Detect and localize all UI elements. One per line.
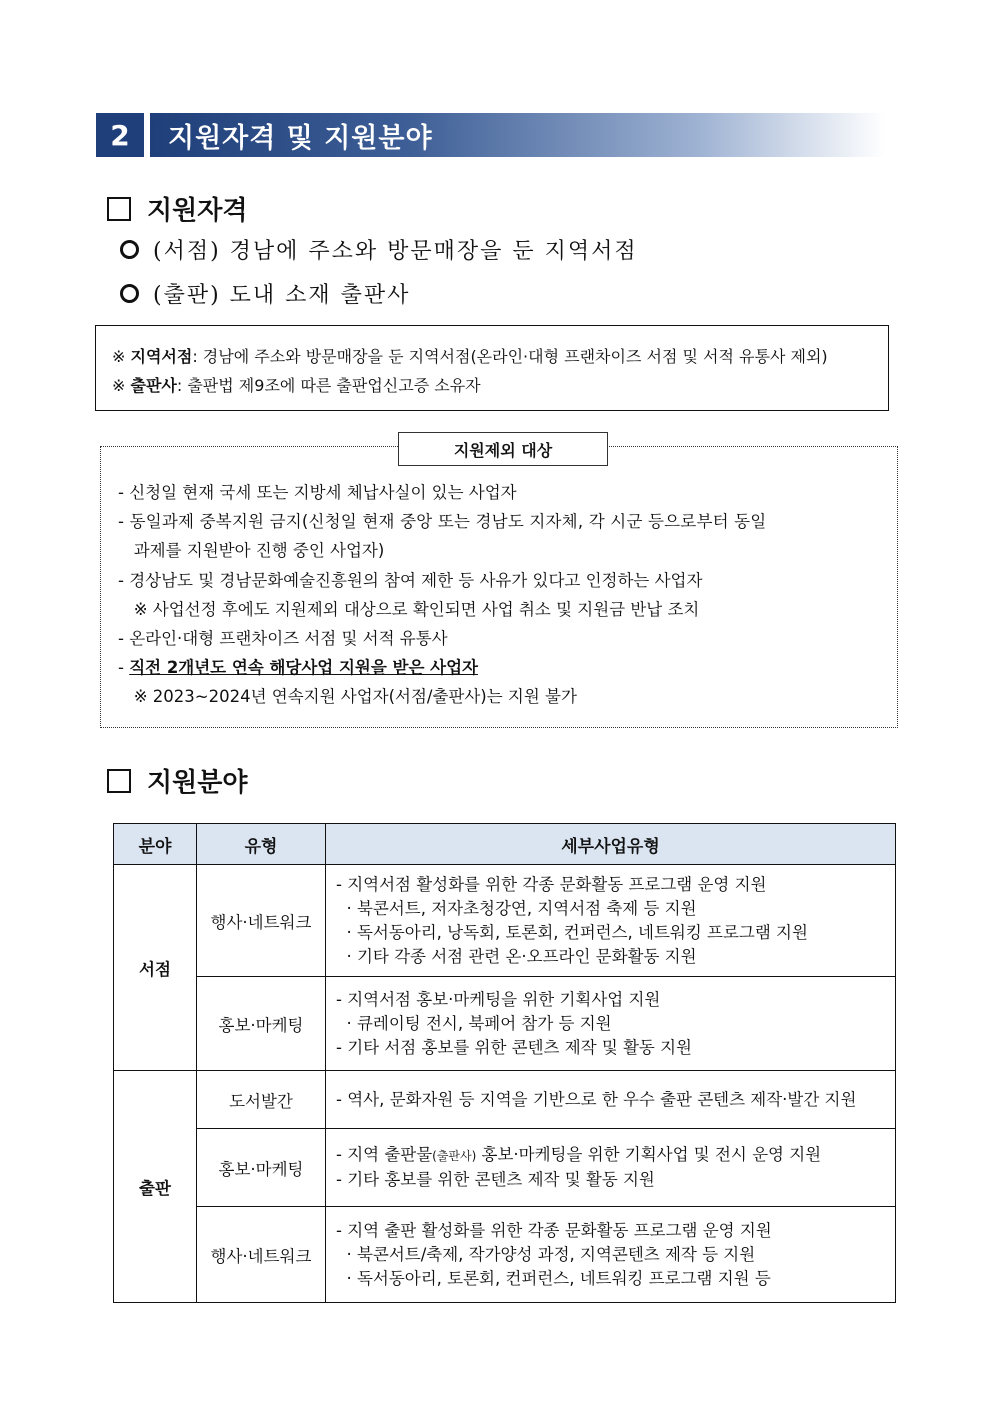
type-cell: 홍보·마케팅 [197,1129,326,1207]
note-text: : 경남에 주소와 방문매장을 둔 지역서점(온라인·대형 프랜차이즈 서점 및 서적 유통사 제외) [192,347,828,366]
eligibility-heading [107,190,247,227]
detail-line: · 북콘서트/축제, 작가양성 과정, 지역콘텐츠 제작 등 지원 [336,1244,756,1264]
table-row [114,1207,896,1303]
exclusion-bold-line: 직전 2개년도 연속 해당사업 지원을 받은 사업자 [129,658,478,678]
type-cell: 도서발간 [197,1071,326,1129]
header-category: 분야 [114,824,197,865]
checkbox-icon [107,769,131,793]
fields-heading-text: 지원분야 [147,768,248,798]
exclusion-line [118,653,893,682]
detail-line: - 기타 서점 홍보를 위한 콘텐츠 제작 및 활동 지원 [336,1037,692,1057]
note-line [112,371,888,400]
fields-table [113,823,896,1303]
section-number: 2 [96,113,144,157]
detail-line: - 기타 홍보를 위한 콘텐츠 제작 및 활동 지원 [336,1170,655,1189]
checkbox-icon [107,197,131,221]
table-row [114,1129,896,1207]
table-row [114,977,896,1071]
type-cell: 홍보·마케팅 [197,977,326,1071]
details-cell [326,865,896,977]
exclusion-line: 과제를 지원받아 진행 중인 사업자) [118,541,385,561]
exclusion-line: ※ 사업선정 후에도 지원제외 대상으로 확인되면 사업 취소 및 지원금 반납 조치 [118,599,700,619]
detail-line: · 북콘서트, 저자초청강연, 지역서점 축제 등 지원 [336,898,697,918]
detail-line: - 지역서점 홍보·마케팅을 위한 기획사업 지원 [336,989,661,1009]
note-prefix: ※ [112,376,131,395]
note-prefix: ※ [112,347,131,366]
eligibility-item-text: (서점) 경남에 주소와 방문매장을 둔 지역서점 [153,239,638,264]
eligibility-item [120,234,638,265]
eligibility-item [120,278,410,309]
exclusion-title: 지원제외 대상 [398,432,608,466]
category-cell: 출판 [114,1071,197,1303]
eligibility-heading-text: 지원자격 [147,196,248,226]
circle-bullet-icon [120,284,139,303]
note-text: : 출판법 제9조에 따른 출판업신고증 소유자 [176,376,481,395]
note-term: 지역서점 [130,347,193,366]
detail-line: · 기타 각종 서점 관련 온·오프라인 문화활동 지원 [336,946,697,966]
detail-line: - 역사, 문화자원 등 지역을 기반으로 한 우수 출판 콘텐츠 제작·발간 지원 [336,1089,857,1109]
details-cell [326,1129,896,1207]
detail-text: - 지역 출판물 [336,1145,433,1164]
details-cell [326,977,896,1071]
exclusion-line: ※ 2023~2024년 연속지원 사업자(서점/출판사)는 지원 불가 [118,687,577,707]
detail-line: · 독서동아리, 토론회, 컨퍼런스, 네트워킹 프로그램 지원 등 [336,1268,771,1288]
detail-line: - 지역서점 활성화를 위한 각종 문화활동 프로그램 운영 지원 [336,874,767,894]
exclusion-list [118,478,893,712]
type-cell: 행사·네트워크 [197,1207,326,1303]
detail-line: - 지역 출판 활성화를 위한 각종 문화활동 프로그램 운영 지원 [336,1220,772,1240]
exclusion-dash: - [118,658,130,678]
section-title: 지원자격 및 지원분야 [150,113,885,157]
eligibility-note-box [95,325,889,411]
type-cell: 행사·네트워크 [197,865,326,977]
category-cell: 서점 [114,865,197,1071]
note-term: 출판사 [130,376,177,395]
exclusion-line: - 동일과제 중복지원 금지(신청일 현재 중앙 또는 경남도 지자체, 각 시군 등으로부터 동일 [118,512,767,532]
header-type: 유형 [197,824,326,865]
detail-line: · 큐레이팅 전시, 북페어 참가 등 지원 [336,1013,612,1033]
header-details: 세부사업유형 [326,824,896,865]
exclusion-line: - 경상남도 및 경남문화예술진흥원의 참여 제한 등 사유가 있다고 인정하는 사업자 [118,570,703,590]
table-row [114,1071,896,1129]
details-cell [326,1071,896,1129]
details-cell [326,1207,896,1303]
fields-heading [107,762,247,799]
table-header-row [114,824,896,865]
detail-line [336,1143,885,1168]
exclusion-line: - 온라인·대형 프랜차이즈 서점 및 서적 유통사 [118,629,448,649]
exclusion-line: - 신청일 현재 국세 또는 지방세 체납사실이 있는 사업자 [118,483,517,502]
detail-line: · 독서동아리, 낭독회, 토론회, 컨퍼런스, 네트워킹 프로그램 지원 [336,922,808,942]
eligibility-item-text: (출판) 도내 소재 출판사 [153,283,411,308]
detail-text: 홍보·마케팅을 위한 기획사업 및 전시 운영 지원 [476,1145,822,1164]
circle-bullet-icon [120,240,139,259]
detail-small-text: (출판사) [432,1149,477,1163]
table-row [114,865,896,977]
note-line [112,342,888,371]
